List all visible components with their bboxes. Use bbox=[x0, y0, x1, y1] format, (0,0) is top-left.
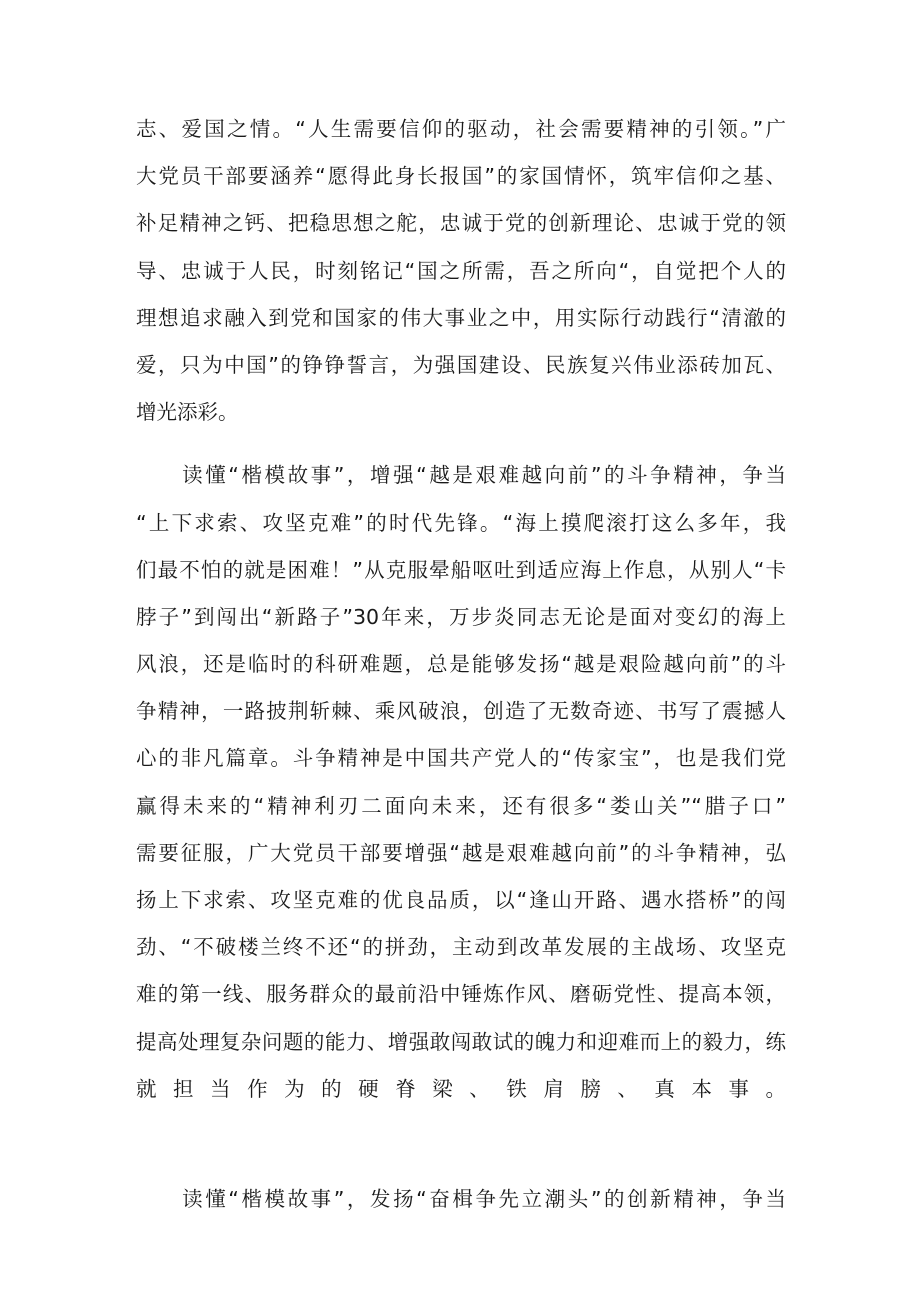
text-line: 增光添彩。 bbox=[136, 400, 239, 425]
text-line: “上下求索、攻坚克难”的时代先锋。“海上摸爬滚打这么多年，我 bbox=[136, 510, 786, 535]
text-line: 赢得未来的“精神利刃二面向未来，还有很多“娄山关”“腊子口” bbox=[136, 793, 786, 818]
text-line: 难的第一线、服务群众的最前沿中锤炼作风、磨砺党性、提高本领， bbox=[136, 982, 786, 1007]
text-line: 大党员干部要涵养“愿得此身长报国”的家国情怀，筑牢信仰之基、 bbox=[136, 164, 786, 189]
paragraph-3 bbox=[136, 1176, 786, 1223]
paragraph-1 bbox=[136, 106, 786, 436]
text-line: 争精神，一路披荆斩棘、乘风破浪，创造了无数奇迹、书写了震撼人 bbox=[136, 699, 786, 724]
text-line: 扬上下求索、攻坚克难的优良品质，以“逢山开路、遇水搭桥”的闯 bbox=[136, 888, 786, 912]
text-line: 心的非凡篇章。斗争精神是中国共产党人的“传家宝”，也是我们党 bbox=[136, 746, 786, 771]
text-line: 需要征服，广大党员干部要增强“越是艰难越向前”的斗争精神，弘 bbox=[136, 840, 786, 865]
document-body bbox=[136, 106, 786, 1223]
text-line: 就担当作为的硬脊梁、铁肩膀、真本事。 bbox=[136, 1076, 786, 1101]
text-line: 补足精神之钙、把稳思想之舵，忠诚于党的创新理论、忠诚于党的领 bbox=[136, 211, 786, 236]
text-line bbox=[136, 1113, 786, 1160]
paragraph-2 bbox=[136, 452, 786, 1160]
text-line: 们最不怕的就是困难！”从克服晕船呕吐到适应海上作息，从别人“卡 bbox=[136, 557, 786, 582]
text-line: 爱，只为中国”的铮铮誓言，为强国建设、民族复兴伟业添砖加瓦、 bbox=[136, 352, 786, 377]
text-line: 读懂“楷模故事”，发扬“奋楫争先立潮头”的创新精神，争当 bbox=[136, 1187, 786, 1212]
text-line: 提高处理复杂问题的能力、增强敢闯敢试的魄力和迎难而上的毅力，练 bbox=[136, 1029, 786, 1054]
text-line: 风浪，还是临时的科研难题，总是能够发扬“越是艰险越向前”的斗 bbox=[136, 652, 786, 677]
text-line: 志、爱国之情。“人生需要信仰的驱动，社会需要精神的引领。”广 bbox=[136, 117, 786, 141]
text-line: 脖子”到闯出“新路子”30年来，万步炎同志无论是面对变幻的海上 bbox=[136, 604, 786, 629]
text-line: 读懂“楷模故事”，增强“越是艰难越向前”的斗争精神，争当 bbox=[136, 463, 786, 488]
text-line: 理想追求融入到党和国家的伟大事业之中，用实际行动践行“清澈的 bbox=[136, 305, 786, 330]
text-line: 导、忠诚于人民，时刻铭记“国之所需，吾之所向“，自觉把个人的 bbox=[136, 258, 786, 283]
text-line: 劲、“不破楼兰终不还“的拼劲，主动到改革发展的主战场、攻坚克 bbox=[136, 935, 786, 960]
